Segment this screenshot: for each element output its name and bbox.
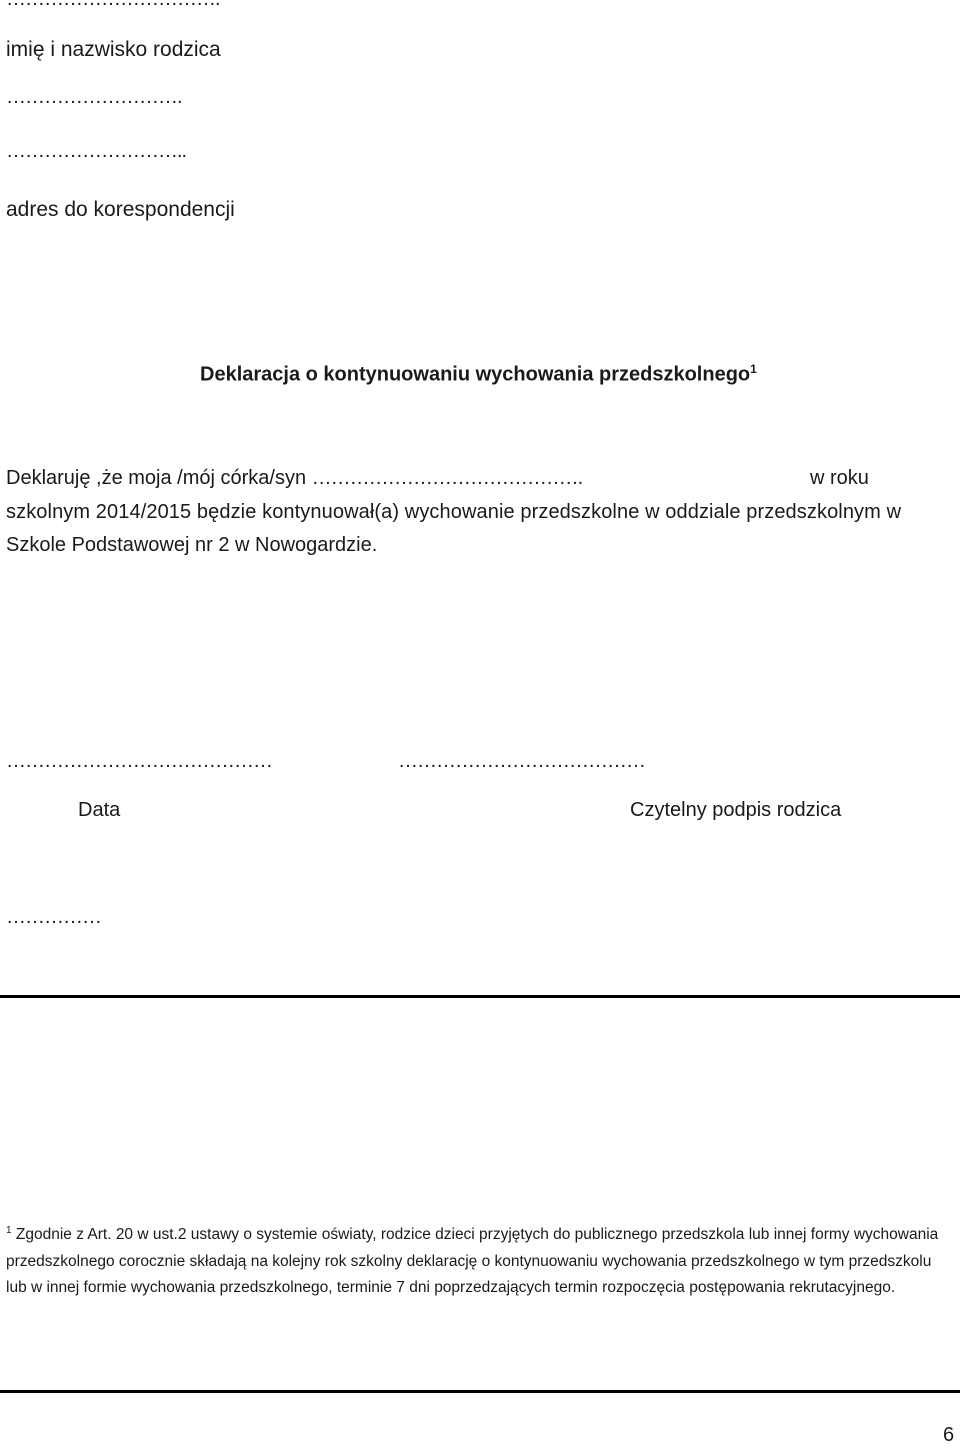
child-name-dots: …………………………………….: [311, 467, 583, 489]
signature-label: Czytelny podpis rodzica: [630, 799, 842, 821]
declaration-title-text: Deklaracja o kontynuowaniu wychowania przedszkolnego: [200, 363, 751, 386]
declaration-line-1-start: Deklaruję ,że moja /mój córka/syn: [6, 467, 307, 489]
extra-dots: ……………: [6, 906, 101, 928]
page-number: 6: [943, 1424, 955, 1446]
declaration-line-2: szkolnym 2014/2015 będzie kontynuował(a) wychowanie przedszkolne w oddziale przedszkolnym w: [6, 501, 902, 523]
date-dots: ……………………………………: [6, 750, 272, 772]
declaration-line-3: Szkole Podstawowej nr 2 w Nowogardzie.: [6, 534, 378, 556]
address-dots-1: ……………………….: [6, 86, 182, 108]
parent-name-dots: [6, 0, 220, 11]
title-footnote-mark: 1: [750, 362, 757, 376]
bottom-separator-line: [0, 1390, 960, 1393]
footnote-mark: 1: [6, 1225, 12, 1236]
declaration-line-1-end: w roku: [810, 467, 869, 489]
parent-name-label: imię i nazwisko rodzica: [6, 38, 221, 61]
address-label: adres do korespondencji: [6, 198, 235, 221]
address-dots-2: ………………………..: [6, 140, 187, 162]
footnote: [6, 1218, 956, 1302]
declaration-title: [200, 362, 757, 387]
date-label: Data: [78, 799, 121, 821]
footnote-text: Zgodnie z Art. 20 w ust.2 ustawy o systemie oświaty, rodzice dzieci przyjętych do publicznego przedszkola lub innej formy wychowania przedszkolnego corocznie składają na kolejny rok szkolny deklarację o kontynuowaniu wychowania przedszkolnego w tym przedszkolu lub w innej formie wychowania przedszkolnego, terminie 7 dni poprzedzających termin rozpoczęcia postępowania rekrutacyjnego.: [6, 1226, 939, 1297]
declaration-line-1: [6, 467, 582, 490]
signature-dots: …………………………………: [398, 750, 645, 772]
separator-line: [0, 995, 960, 998]
